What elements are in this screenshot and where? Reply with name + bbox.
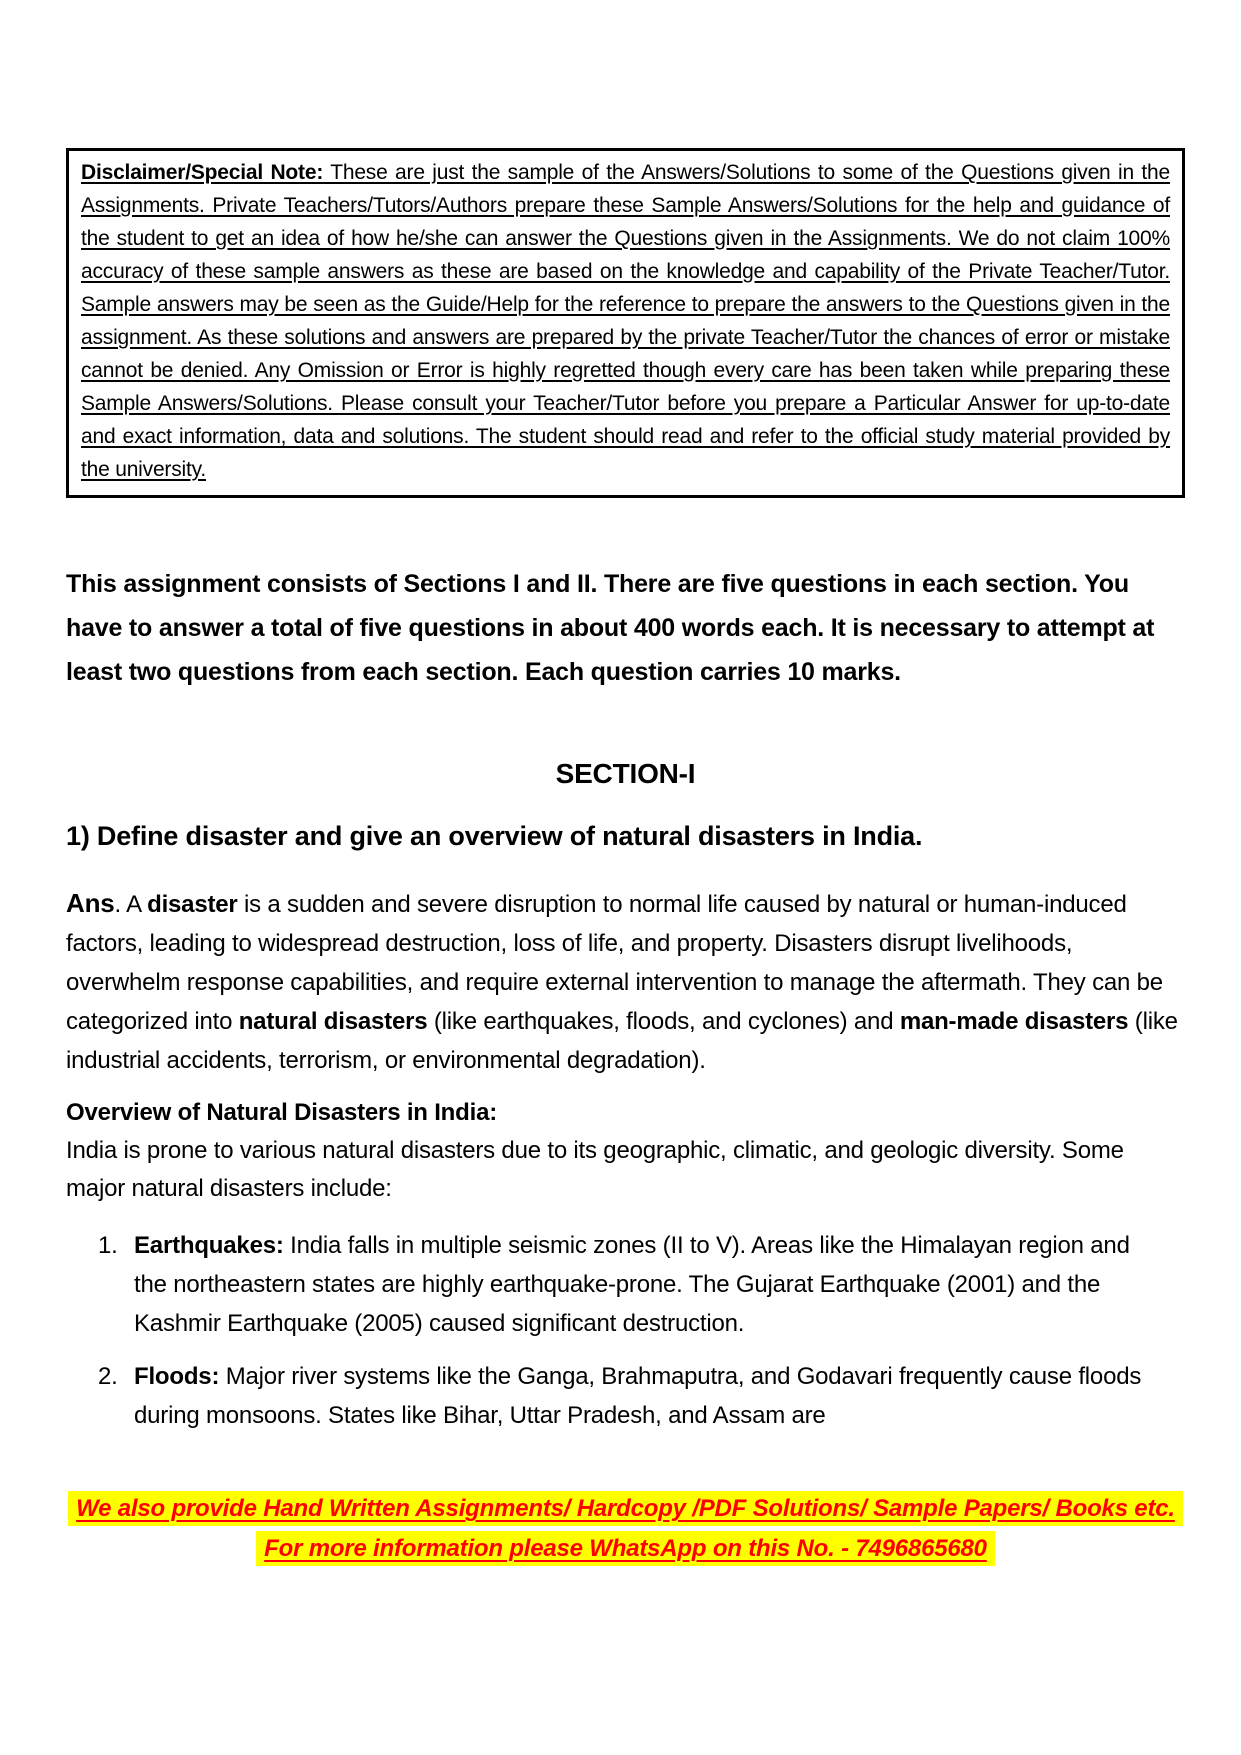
- item-body: [134, 1357, 1149, 1435]
- answer-run-3: (like earthquakes, floods, and cyclones) and: [427, 1008, 900, 1035]
- list-item-floods: [66, 1357, 1185, 1435]
- answer-paragraph: [66, 884, 1185, 1080]
- item-lead-floods: Floods:: [134, 1363, 220, 1390]
- disclaimer-label: Disclaimer/Special Note:: [81, 161, 324, 184]
- answer-run-1: . A: [114, 891, 148, 918]
- list-item-earthquakes: [66, 1226, 1185, 1343]
- answer-run-4: (like industrial accidents, terrorism, or environmental degradation).: [66, 1008, 1178, 1074]
- answer-bold-man-made-disasters: man-made disasters: [899, 1008, 1129, 1035]
- footer-text: We also provide Hand Written Assignments/ Hardcopy /PDF Solutions/ Sample Papers/ Books etc. For more information please WhatsApp on this No. - 7496865680: [68, 1491, 1183, 1566]
- answer-label: Ans: [66, 888, 115, 918]
- disaster-list: [66, 1226, 1185, 1435]
- item-number: 1.: [98, 1232, 118, 1259]
- answer-bold-natural-disasters: natural disasters: [238, 1008, 428, 1035]
- page-content: [66, 0, 1185, 1569]
- disclaimer-body: These are just the sample of the Answers/Solutions to some of the Questions given in the Assignments. Private Teachers/Tutors/Authors prepare these Sample Answers/Solutions for the help and guidance of the student to get an idea of how he/she can answer the Questions given in the Assignments. We do not claim 100% accuracy of these sample answers as these are based on the knowledge and capability of the Private Teacher/Tutor. Sample answers may be seen as the Guide/Help for the reference to prepare the answers to the Questions given in the assignment. As these solutions and answers are prepared by the private Teacher/Tutor the chances of error or mistake cannot be denied. Any Omission or Error is highly regretted though every care has been taken while preparing these Sample Answers/Solutions. Please consult your Teacher/Tutor before you prepare a Particular Answer for up-to-date and exact information, data and solutions. The student should read and refer to the official study material provided by the university.: [81, 161, 1170, 481]
- item-lead-earthquakes: Earthquakes:: [134, 1232, 284, 1259]
- overview-heading: Overview of Natural Disasters in India:: [66, 1099, 498, 1126]
- answer-bold-disaster: disaster: [147, 891, 238, 918]
- item-number: 2.: [98, 1363, 118, 1390]
- answer-run-2: is a sudden and severe disruption to normal life caused by natural or human-induced factors, leading to widespread destruction, loss of life, and property. Disasters disrupt livelihoods, overwhelm response capabilities, and require external intervention to manage the aftermath. They can be categorized into: [66, 891, 1163, 1035]
- overview-block: [66, 1094, 1185, 1208]
- overview-intro: India is prone to various natural disasters due to its geographic, climatic, and geologic diversity. Some major natural disasters include:: [66, 1137, 1124, 1202]
- question-1-heading: 1) Define disaster and give an overview of natural disasters in India.: [66, 821, 923, 851]
- disclaimer-text: [81, 156, 1170, 486]
- footer-banner: [66, 1489, 1185, 1569]
- disclaimer-box: [66, 148, 1185, 498]
- item-body: [134, 1226, 1149, 1343]
- item-text-floods: Major river systems like the Ganga, Brahmaputra, and Godavari frequently cause floods during monsoons. States like Bihar, Uttar Pradesh, and Assam are: [134, 1363, 1142, 1429]
- section-heading: SECTION-I: [555, 758, 696, 789]
- item-text-earthquakes: India falls in multiple seismic zones (II to V). Areas like the Himalayan region and the northeastern states are highly earthquake-prone. The Gujarat Earthquake (2001) and the Kashmir Earthquake (2005) caused significant destruction.: [134, 1232, 1130, 1337]
- assignment-instructions: This assignment consists of Sections I and II. There are five questions in each section. You have to answer a total of five questions in about 400 words each. It is necessary to attempt at least two questions from each section. Each question carries 10 marks.: [66, 570, 1155, 686]
